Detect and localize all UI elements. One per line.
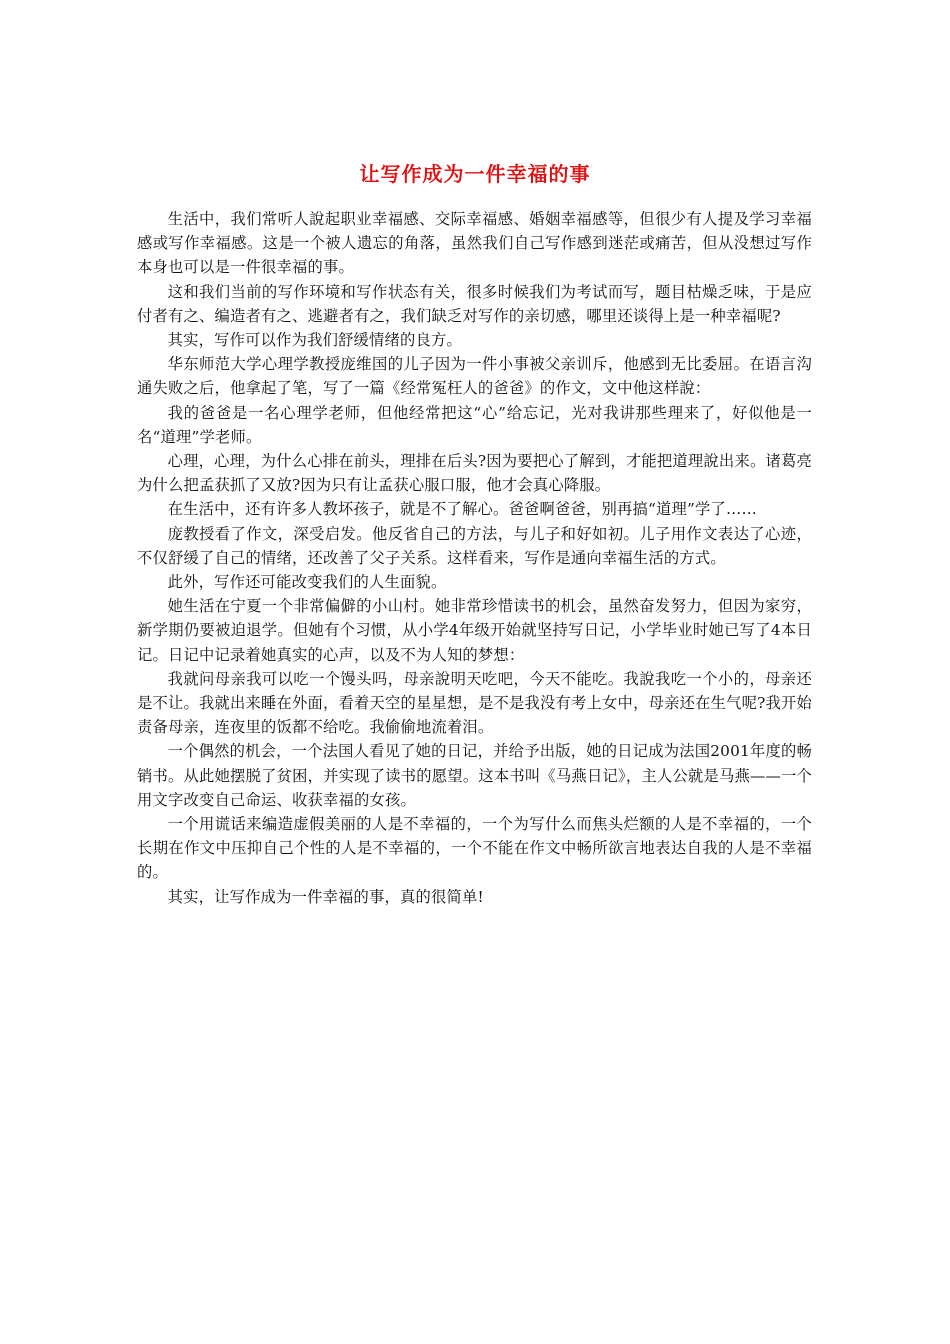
paragraph: 心理，心理，为什么心排在前头，理排在后头?因为要把心了解到，才能把道理說出来。诸葛亮为什么把孟获抓了又放?因为只有让孟获心服口服，他才会真心降服。 bbox=[137, 452, 812, 495]
paragraph: 我的爸爸是一名心理学老师，但他经常把这“心”给忘记，光对我讲那些理来了，好似他是一名“道理”学老师。 bbox=[137, 403, 812, 446]
paragraph: 她生活在宁夏一个非常偏僻的小山村。她非常珍惜读书的机会，虽然奋发努力，但因为家穷，新学期仍要被迫退学。但她有个习惯，从小学4年级开始就坚持写日记，小学毕业时她已写了4本日记。日记中记录着她真实的心声，以及不为人知的梦想： bbox=[137, 597, 812, 664]
document-body bbox=[137, 207, 812, 909]
paragraph: 庞教授看了作文，深受启发。他反省自己的方法，与儿子和好如初。儿子用作文表达了心迹，不仅舒缓了自己的情绪，还改善了父子关系。这样看来，写作是通向幸福生活的方式。 bbox=[137, 524, 812, 567]
paragraph: 此外，写作还可能改变我们的人生面貌。 bbox=[167, 573, 447, 592]
paragraph: 华东师范大学心理学教授庞维国的儿子因为一件小事被父亲训斥，他感到无比委屈。在语言沟通失败之后，他拿起了笔，写了一篇《经常冤枉人的爸爸》的作文，文中他这样說： bbox=[137, 355, 812, 398]
paragraph: 一个用谎话来编造虚假美丽的人是不幸福的，一个为写什么而焦头烂额的人是不幸福的，一个长期在作文中压抑自己个性的人是不幸福的，一个不能在作文中畅所欲言地表达自我的人是不幸福的。 bbox=[137, 815, 812, 882]
paragraph: 一个偶然的机会，一个法国人看见了她的日记，并给予出版，她的日记成为法国2001年度的畅销书。从此她摆脱了贫困，并实现了读书的愿望。这本书叫《马燕日记》，主人公就是马燕——一个用文字改变自己命运、收获幸福的女孩。 bbox=[137, 742, 812, 809]
paragraph: 这和我们当前的写作环境和写作状态有关，很多时候我们为考试而写，题目枯燥乏味，于是应付者有之、编造者有之、逃避者有之，我们缺乏对写作的亲切感，哪里还谈得上是一种幸福呢? bbox=[137, 282, 812, 325]
paragraph: 在生活中，还有许多人教坏孩子，就是不了解心。爸爸啊爸爸，别再搞“道理”学了…… bbox=[167, 500, 758, 519]
paragraph: 我就问母亲我可以吃一个馒头吗，母亲說明天吃吧，今天不能吃。我說我吃一个小的，母亲还是不让。我就出来睡在外面，看着天空的星星想，是不是我没有考上女中，母亲还在生气呢?我开始责备母亲，连夜里的饭都不给吃。我偷偷地流着泪。 bbox=[137, 669, 812, 737]
paragraph: 其实，写作可以作为我们舒缓情绪的良方。 bbox=[167, 331, 463, 350]
paragraph: 其实，让写作成为一件幸福的事，真的很简单! bbox=[167, 887, 484, 906]
document-title: 让写作成为一件幸福的事 bbox=[359, 162, 591, 186]
paragraph: 生活中，我们常听人說起职业幸福感、交际幸福感、婚姻幸福感等，但很少有人提及学习幸福感或写作幸福感。这是一个被人遗忘的角落，虽然我们自己写作感到迷茫或痛苦，但从没想过写作本身也可以是一件很幸福的事。 bbox=[137, 210, 812, 277]
